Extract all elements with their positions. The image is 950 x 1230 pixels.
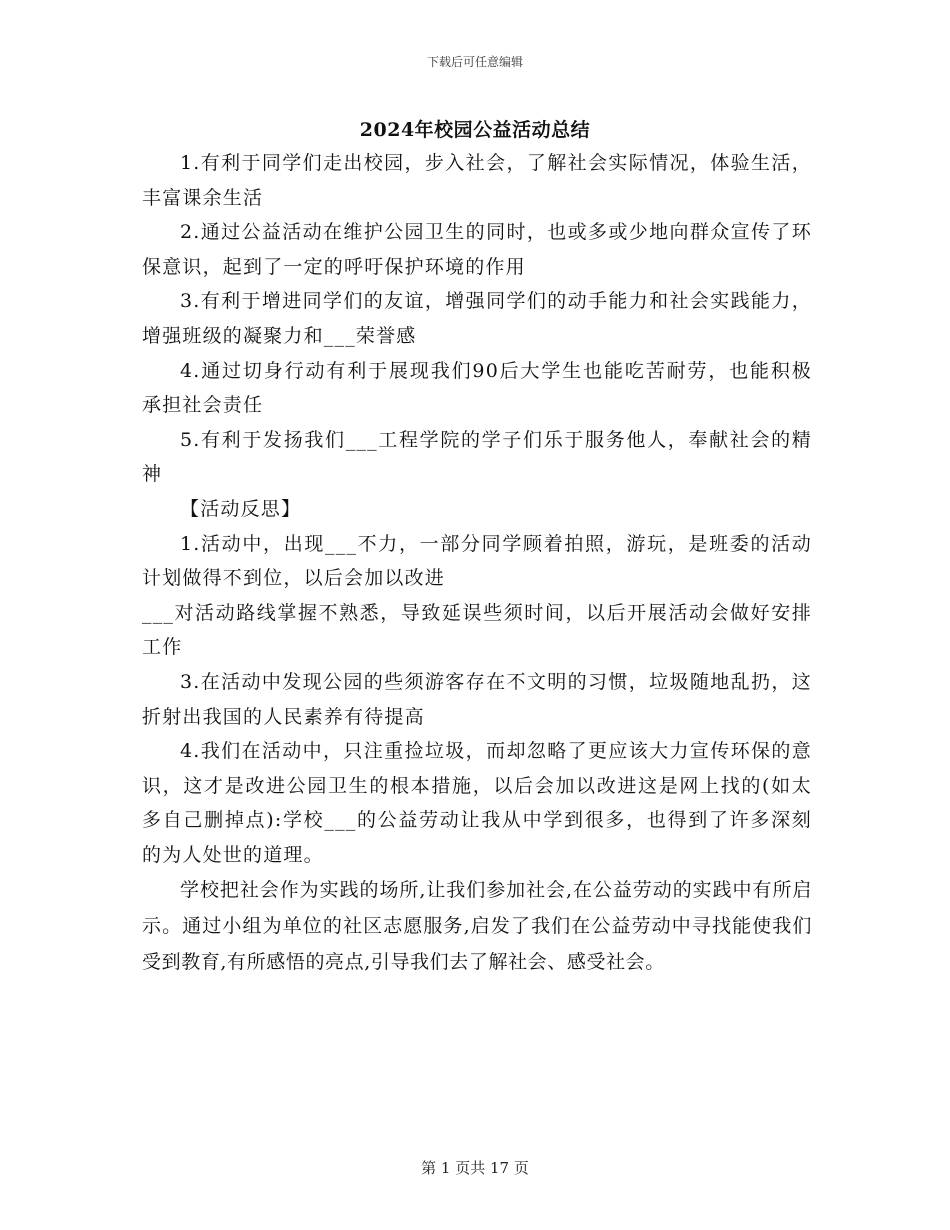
paragraph-benefit-1: 1.有利于同学们走出校园，步入社会，了解社会实际情况，体验生活，丰富课余生活 xyxy=(142,152,812,209)
paragraph-reflection-1: 1.活动中，出现___不力，一部分同学顾着拍照，游玩，是班委的活动计划做得不到位，以后会加以改进 xyxy=(142,532,812,590)
paragraph-reflection-2: ___对活动路线掌握不熟悉，导致延误些须时间，以后开展活动会做好安排工作 xyxy=(142,601,812,659)
paragraph-benefit-2: 2.通过公益活动在维护公园卫生的同时，也或多或少地向群众宣传了环保意识，起到了一定的呼吁保护环境的作用 xyxy=(142,221,812,278)
paragraph-reflection-3: 3.在活动中发现公园的些须游客存在不文明的习惯，垃圾随地乱扔，这折射出我国的人民素养有待提高 xyxy=(142,670,812,728)
paragraph-benefit-5: 5.有利于发扬我们___工程学院的学子们乐于服务他人，奉献社会的精神 xyxy=(142,428,812,486)
header-note: 下载后可任意编辑 xyxy=(426,55,523,69)
section-heading-reflection: 【活动反思】 xyxy=(180,497,302,520)
document-title: 2024年校园公益活动总结 xyxy=(359,119,591,141)
paragraph-closing: 学校把社会作为实践的场所,让我们参加社会,在公益劳动的实践中有所启示。通过小组为单位的社区志愿服务,启发了我们在公益劳动中寻找能使我们受到教育,有所感悟的亮点,引导我们去了解社会、感受社会。 xyxy=(142,879,812,974)
paragraph-reflection-4: 4.我们在活动中，只注重捡垃圾，而却忽略了更应该大力宣传环保的意识，这才是改进公园卫生的根本措施，以后会加以改进这是网上找的(如太多自己删掉点):学校___的公益劳动让我从中学到很多，也得到了许多深刻的为人处世的道理。 xyxy=(142,740,812,866)
page-footer: 第 1 页共 17 页 xyxy=(421,1159,529,1177)
paragraph-benefit-4: 4.通过切身行动有利于展现我们90后大学生也能吃苦耐劳，也能积极承担社会责任 xyxy=(142,359,812,417)
document-body xyxy=(142,146,812,980)
paragraph-benefit-3: 3.有利于增进同学们的友谊，增强同学们的动手能力和社会实践能力，增强班级的凝聚力和___荣誉感 xyxy=(142,290,812,347)
